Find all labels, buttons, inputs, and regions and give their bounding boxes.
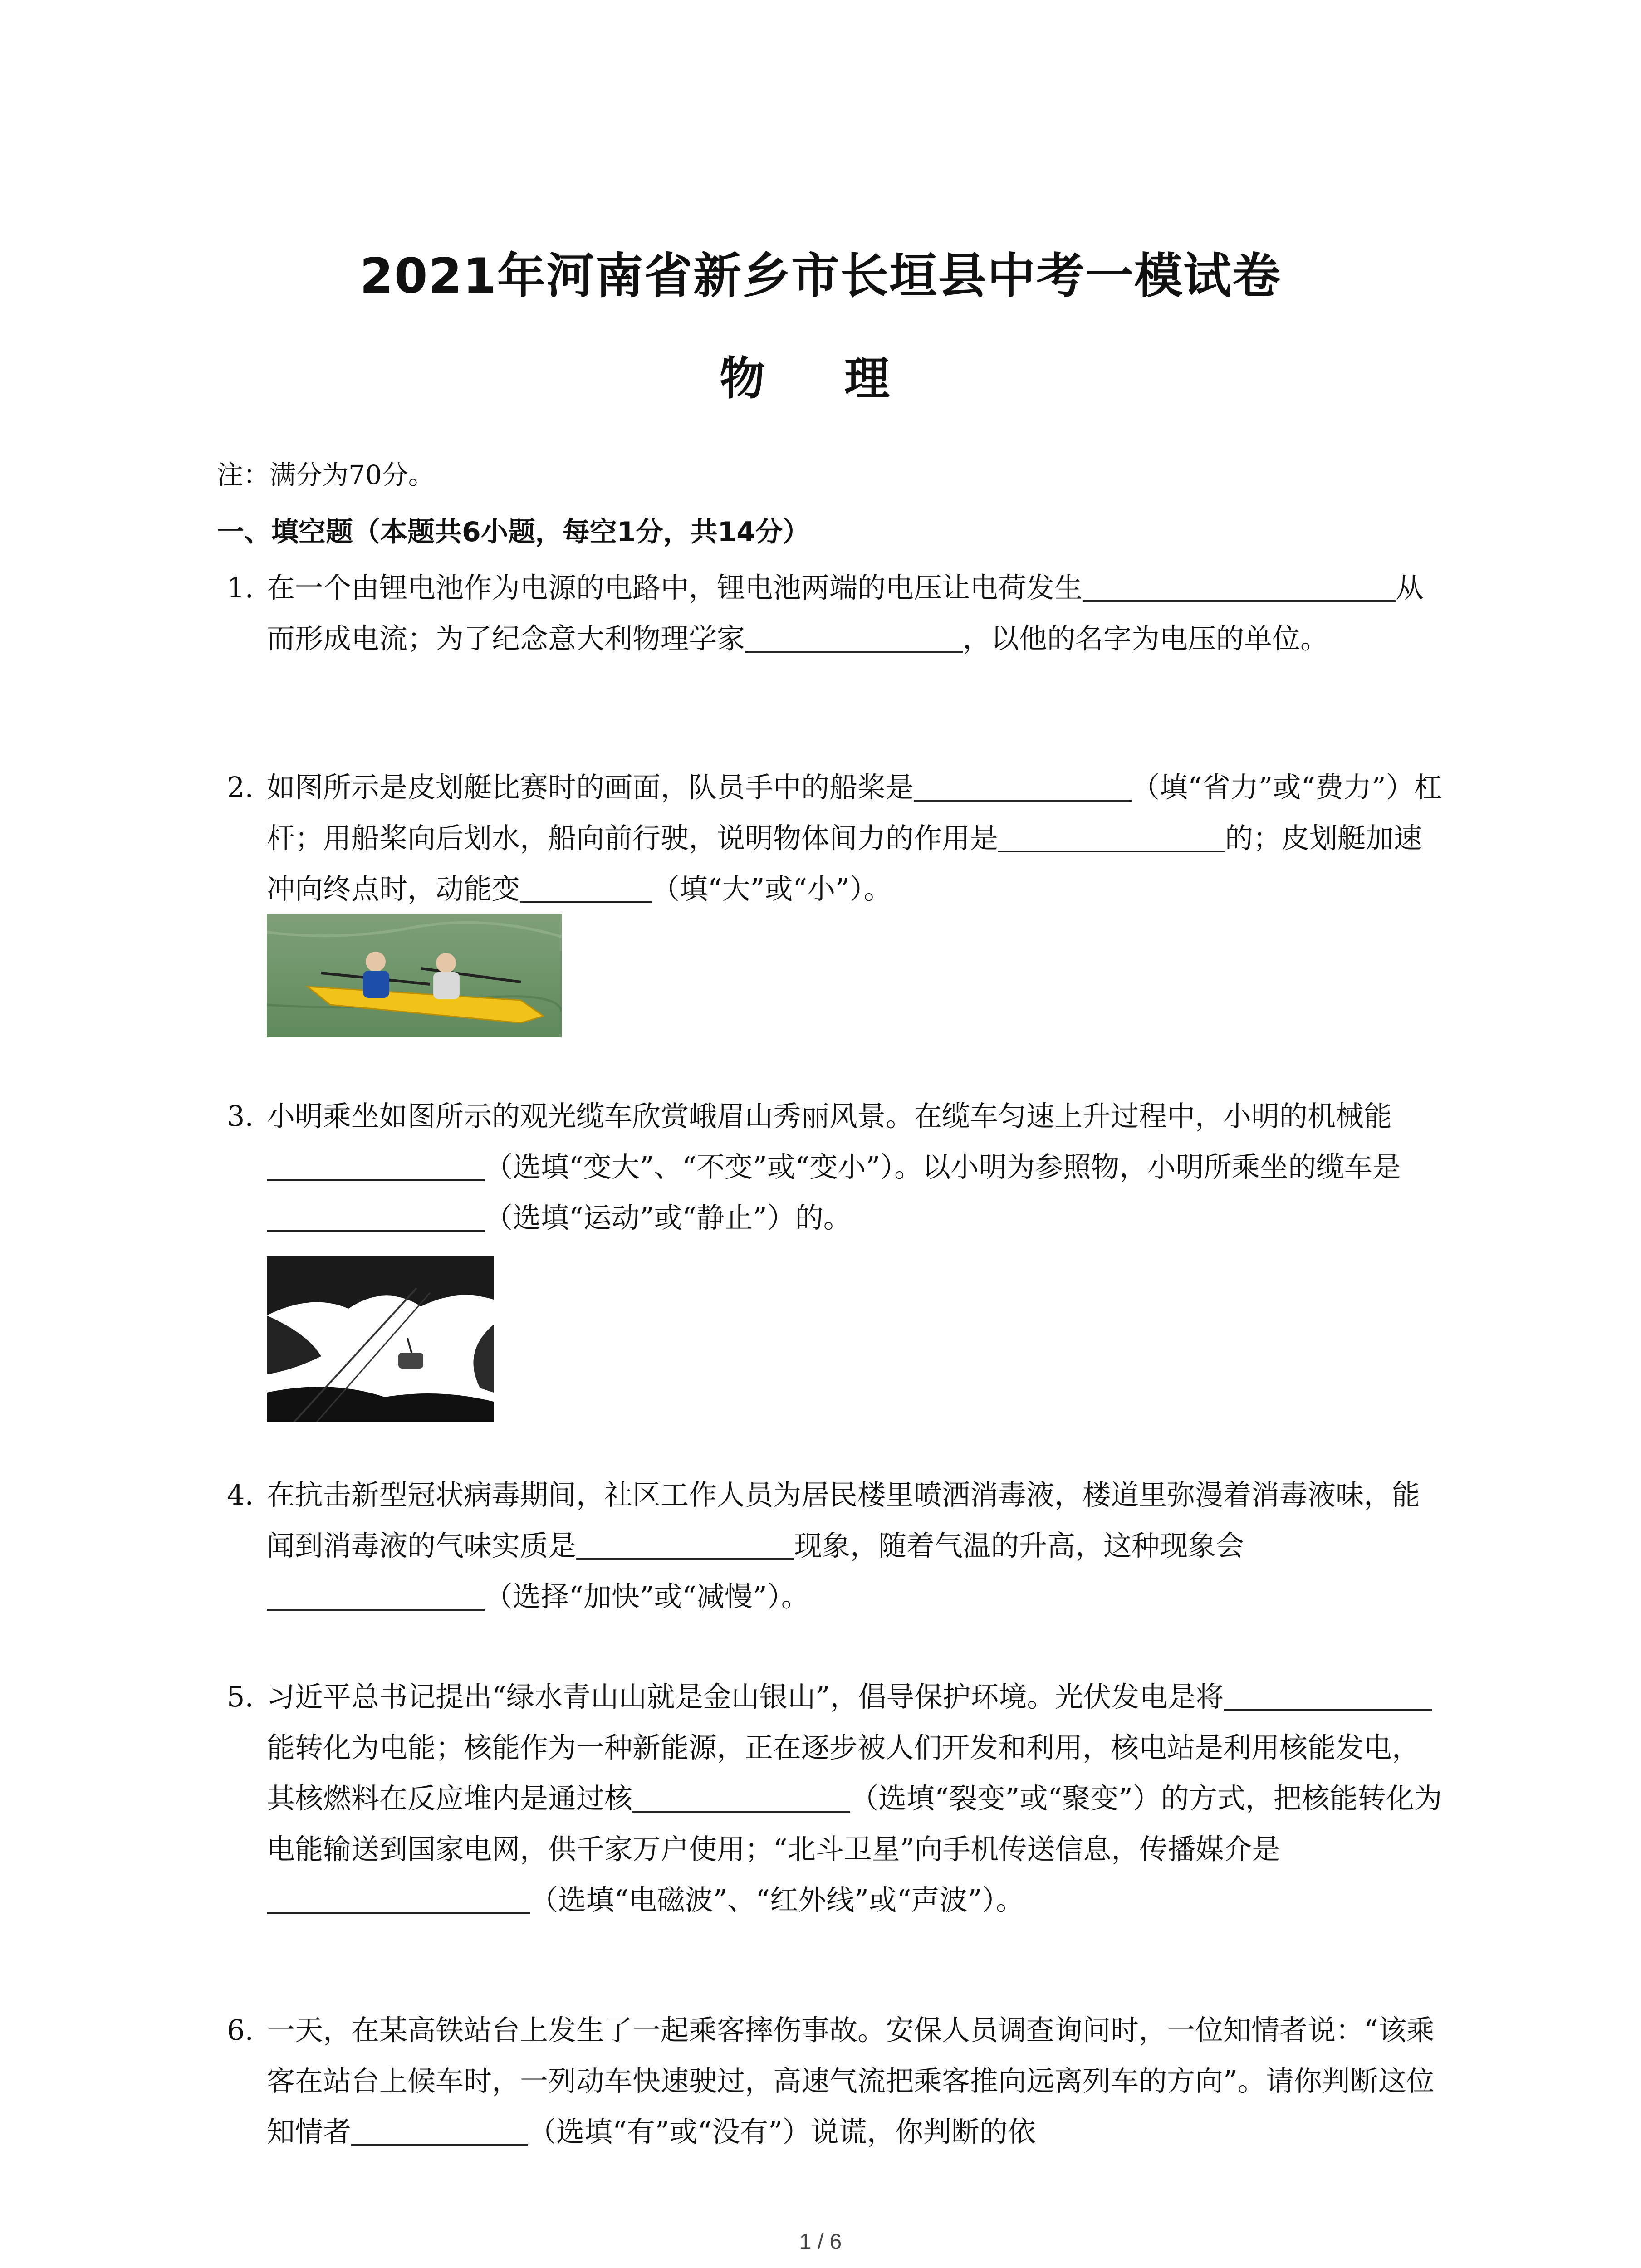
question-text: 在一个由锂电池作为电源的电路中，锂电池两端的电压让电荷发生 <box>267 571 1083 604</box>
answer-blank[interactable] <box>576 1526 794 1560</box>
answer-blank[interactable] <box>632 1779 850 1813</box>
section-heading: 一、填空题（本题共6小题，每空1分，共14分） <box>217 516 810 548</box>
question-text: ，以他的名字为电压的单位。 <box>963 622 1329 655</box>
question-4 <box>227 1470 1443 1622</box>
question-number: 1. <box>227 571 254 604</box>
question-text: （选填“裂变”或“聚变”）的方式，把核能转化为电能输送到国家电网，供千家万户使用；“北斗卫星”向手机传送信息，传播媒介是 <box>267 1782 1442 1866</box>
question-text: （选填“电磁波”、“红外线”或“声波”）。 <box>530 1883 1024 1916</box>
question-text: 在抗击新型冠状病毒期间，社区工作人员为居民楼里喷洒消毒液，楼道里弥漫着消毒液味，能闻到消毒液的气味实质是 <box>267 1478 1421 1562</box>
answer-blank[interactable] <box>351 2112 528 2146</box>
question-text: （选填“运动”或“静止”）的。 <box>485 1201 852 1234</box>
question-number: 6. <box>227 2014 254 2047</box>
cable-car-photo <box>267 1256 494 1422</box>
question-number: 5. <box>227 1680 254 1713</box>
question-number: 3. <box>227 1100 254 1133</box>
question-3 <box>227 1091 1443 1243</box>
answer-blank[interactable] <box>998 819 1107 852</box>
question-6 <box>227 2005 1443 2157</box>
question-2 <box>227 762 1443 914</box>
question-number: 4. <box>227 1478 254 1511</box>
question-text: 能转化为电能；核能作为一种新能源，正在逐步被人们开发和利用，核电站是利用核能发电，其核燃料在反应堆内是通过核 <box>267 1731 1421 1815</box>
question-text: （选填“变大”、“不变”或“变小”）。以小明为参照物，小明所乘坐的缆车是 <box>485 1150 1401 1183</box>
score-note: 注：满分为70分。 <box>217 459 435 490</box>
answer-blank[interactable] <box>1107 819 1225 852</box>
answer-blank[interactable] <box>267 1148 485 1181</box>
question-5 <box>227 1672 1443 1926</box>
question-text: 一天，在某高铁站台上发生了一起乘客摔伤事故。安保人员调查询问时，一位知情者说：“该乘客在站台上候车时，一列动车快速驶过，高速气流把乘客推向远离列车的方向”。请你判断这位知情者 <box>267 2014 1435 2148</box>
subject-title: 物 理 <box>720 352 921 405</box>
question-number: 2. <box>227 771 254 804</box>
answer-blank[interactable] <box>520 870 652 903</box>
question-text: 如图所示是皮划艇比赛时的画面，队员手中的船桨是 <box>267 771 914 804</box>
question-text: （填“大”或“小”）。 <box>652 872 892 905</box>
question-text: 习近平总书记提出“绿水青山山就是金山银山”，倡导保护环境。光伏发电是将 <box>267 1680 1224 1713</box>
page-number: 1 / 6 <box>799 2230 842 2254</box>
answer-blank[interactable] <box>267 1198 485 1232</box>
answer-blank[interactable] <box>1314 1677 1432 1711</box>
answer-blank[interactable] <box>267 1881 530 1914</box>
answer-blank[interactable] <box>267 1577 485 1611</box>
question-text: 从而形成电流；为了纪念意大利物理学家 <box>267 571 1424 655</box>
answer-blank[interactable] <box>1278 568 1396 602</box>
question-text: 现象，随着气温的升高，这种现象会 <box>794 1529 1244 1562</box>
answer-blank[interactable] <box>914 768 1132 802</box>
question-1 <box>227 562 1443 664</box>
answer-blank[interactable] <box>1083 568 1278 602</box>
question-text: （填“省力”或“费力”）杠杆；用船桨向后划水，船向前行驶，说明物体间力的作用是 <box>267 771 1442 855</box>
question-text: （选填“有”或“没有”）说谎，你判断的依 <box>528 2115 1036 2148</box>
answer-blank[interactable] <box>1224 1677 1314 1711</box>
question-text: 的；皮划艇加速冲向终点时，动能变 <box>267 821 1422 905</box>
exam-title: 2021年河南省新乡市长垣县中考一模试卷 <box>359 248 1282 304</box>
question-text: 小明乘坐如图所示的观光缆车欣赏峨眉山秀丽风景。在缆车匀速上升过程中，小明的机械能 <box>267 1100 1392 1133</box>
answer-blank[interactable] <box>745 619 963 653</box>
question-text: （选择“加快”或“减慢”）。 <box>485 1580 809 1613</box>
kayak-photo <box>267 914 562 1037</box>
